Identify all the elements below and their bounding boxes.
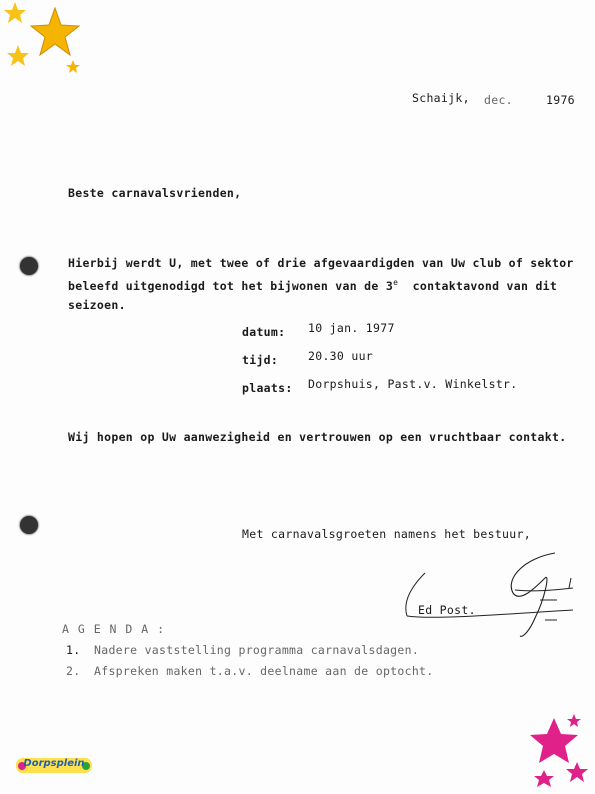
greeting: Met carnavalsgroeten namens het bestuur, — [242, 527, 531, 541]
detail-label-tijd: tijd: — [242, 353, 279, 367]
body-line-2-start: beleefd uitgenodigd tot het bijwonen van de 3 — [68, 278, 394, 293]
signature-icon — [395, 548, 580, 643]
punch-hole-icon — [20, 257, 38, 275]
detail-value-tijd: 20.30 uur — [308, 349, 374, 363]
logo-text: Dorpsplein — [23, 758, 85, 769]
agenda-item-1-text: Nadere vaststelling programma carnavalsdagen. — [94, 643, 420, 657]
body-line-3: seizoen. — [68, 298, 126, 312]
agenda-title: A G E N D A : — [62, 622, 166, 636]
body-line-1: Hierbij werdt U, met twee of drie afgevaardigden van Uw club of sektor — [68, 256, 574, 270]
detail-label-datum: datum: — [242, 325, 286, 339]
body-line-2 — [68, 278, 557, 293]
gold-star-icon — [0, 0, 90, 80]
agenda-item-2-number: 2. — [66, 664, 81, 678]
punch-hole-icon — [20, 516, 38, 534]
agenda-item-1-number: 1. — [66, 643, 81, 657]
header-place: Schaijk, — [412, 91, 470, 105]
header-month: dec. — [484, 93, 513, 107]
detail-value-plaats: Dorpshuis, Past.v. Winkelstr. — [308, 377, 518, 391]
closing-line: Wij hopen op Uw aanwezigheid en vertrouwen op een vruchtbaar contakt. — [68, 430, 567, 444]
agenda-item-2-text: Afspreken maken t.a.v. deelname aan de optocht. — [94, 664, 434, 678]
salutation: Beste carnavalsvrienden, — [68, 186, 242, 200]
logo — [16, 756, 92, 776]
body-line-2-end: contaktavond van dit — [412, 278, 558, 293]
header-year: 1976 — [546, 93, 575, 107]
body-line-2-superscript: e — [393, 278, 399, 287]
pink-star-icon — [520, 712, 595, 794]
detail-label-plaats: plaats: — [242, 381, 293, 395]
detail-value-datum: 10 jan. 1977 — [308, 321, 395, 335]
signature-name: Ed Post. — [418, 603, 476, 617]
